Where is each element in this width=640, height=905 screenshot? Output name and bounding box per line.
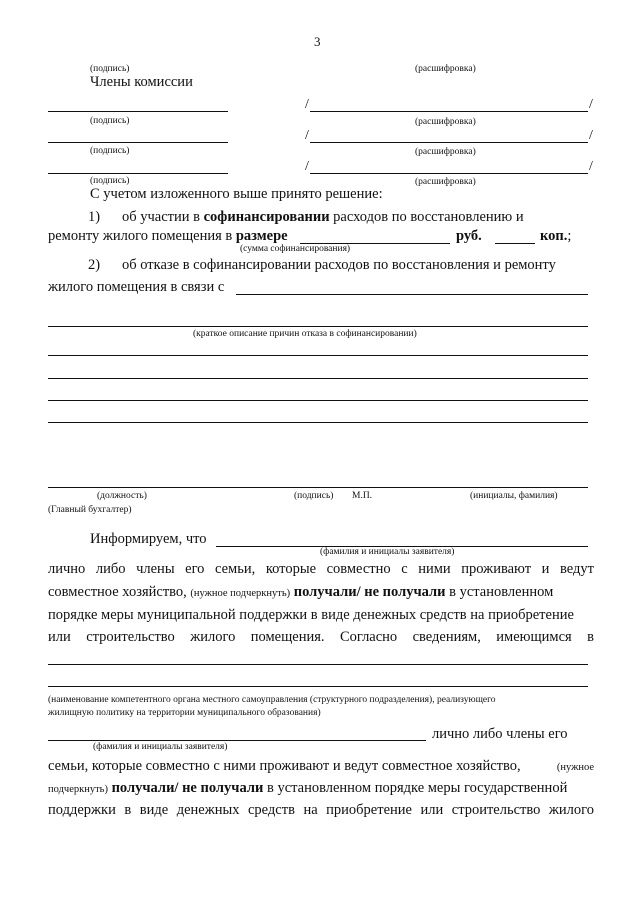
slash-left-3: / xyxy=(305,159,309,174)
item2-number: 2) xyxy=(88,257,101,273)
chief-accountant-caption: (Главный бухгалтер) xyxy=(48,505,132,515)
organ-caption-1: (наименование компетентного органа местного самоуправления (структурного подразделения), реализующего xyxy=(48,695,496,705)
member-decode-line-2[interactable] xyxy=(310,142,588,143)
refusal-reason-field-3[interactable] xyxy=(48,355,588,356)
refusal-reason-field-1[interactable] xyxy=(236,294,588,295)
applicant-caption-2: (фамилия и инициалы заявителя) xyxy=(93,742,228,752)
amount-caption: (сумма софинансирования) xyxy=(240,244,351,254)
inform-lead: Информируем, что xyxy=(90,531,207,547)
kop-label: коп.; xyxy=(540,228,572,244)
stamp-place-caption: М.П. xyxy=(352,491,373,501)
item2-line2: жилого помещения в связи с xyxy=(48,279,225,295)
page-number: 3 xyxy=(314,34,321,49)
slash-right-1: / xyxy=(589,97,593,112)
slash-left-1: / xyxy=(305,97,309,112)
member-decode-line-3[interactable] xyxy=(310,173,588,174)
slash-left-2: / xyxy=(305,128,309,143)
item1-number: 1) xyxy=(88,209,101,225)
caption-signature-3: (подпись) xyxy=(90,176,130,186)
item2-line1: об отказе в софинансировании расходов по восстановления и ремонту xyxy=(122,257,556,273)
refusal-reason-field-4[interactable] xyxy=(48,378,588,379)
slash-right-2: / xyxy=(589,128,593,143)
signoff-name-caption: (инициалы, фамилия) xyxy=(470,491,558,501)
refusal-reason-field-6[interactable] xyxy=(48,422,588,423)
organ-name-field-1[interactable] xyxy=(48,664,588,665)
decision-intro: С учетом изложенного выше принято решение: xyxy=(90,186,383,202)
inform-line-1: лично либо члены его семьи, которые совместно с ними проживают и ведут xyxy=(48,561,594,577)
refusal-reason-field-5[interactable] xyxy=(48,400,588,401)
caption-decode-2: (расшифровка) xyxy=(415,147,476,157)
caption-decode-3: (расшифровка) xyxy=(415,177,476,187)
inform-line-6: семьи, которые совместно с ними проживают и ведут совместное хозяйство, (нужное xyxy=(48,758,594,774)
organ-name-field-2[interactable] xyxy=(48,686,588,687)
rub-label: руб. xyxy=(456,228,482,244)
caption-decode-0: (расшифровка) xyxy=(415,64,476,74)
member-signature-line-2[interactable] xyxy=(48,142,228,143)
inform-line-7: подчеркнуть) получали/ не получали в установленном порядке меры государственной xyxy=(48,780,568,796)
member-decode-line-1[interactable] xyxy=(310,111,588,112)
inform-line-4: или строительство жилого помещения. Согласно сведениям, имеющимся в xyxy=(48,629,594,645)
caption-decode-1: (расшифровка) xyxy=(415,117,476,127)
item1-line1: об участии в софинансировании расходов по восстановлению и xyxy=(122,209,524,225)
refusal-reason-caption: (краткое описание причин отказа в софинансировании) xyxy=(193,329,417,339)
caption-signature-2: (подпись) xyxy=(90,146,130,156)
inform-line-8: поддержки в виде денежных средств на приобретение или строительство жилого xyxy=(48,802,594,818)
item1-line2-text: ремонту жилого помещения в размере xyxy=(48,228,288,244)
amount-kop-field[interactable] xyxy=(495,243,535,244)
refusal-reason-field-2[interactable] xyxy=(48,326,588,327)
applicant-caption-1: (фамилия и инициалы заявителя) xyxy=(320,547,455,557)
applicant-name-field-2[interactable] xyxy=(48,740,426,741)
caption-signature-0: (подпись) xyxy=(90,64,130,74)
member-signature-line-3[interactable] xyxy=(48,173,228,174)
inform-line-5-tail: лично либо члены его xyxy=(432,726,568,742)
member-signature-line-1[interactable] xyxy=(48,111,228,112)
organ-caption-2: жилищную политику на территории муниципального образования) xyxy=(48,708,321,718)
signoff-line[interactable] xyxy=(48,487,588,488)
signoff-signature-caption: (подпись) xyxy=(294,491,334,501)
commission-members-label: Члены комиссии xyxy=(90,74,193,90)
inform-line-3: порядке меры муниципальной поддержки в виде денежных средств на приобретение xyxy=(48,607,574,623)
inform-line-2: совместное хозяйство, (нужное подчеркнуть) получали/ не получали в установленном xyxy=(48,584,554,600)
signoff-position-caption: (должность) xyxy=(97,491,147,501)
caption-signature-1: (подпись) xyxy=(90,116,130,126)
slash-right-3: / xyxy=(589,159,593,174)
